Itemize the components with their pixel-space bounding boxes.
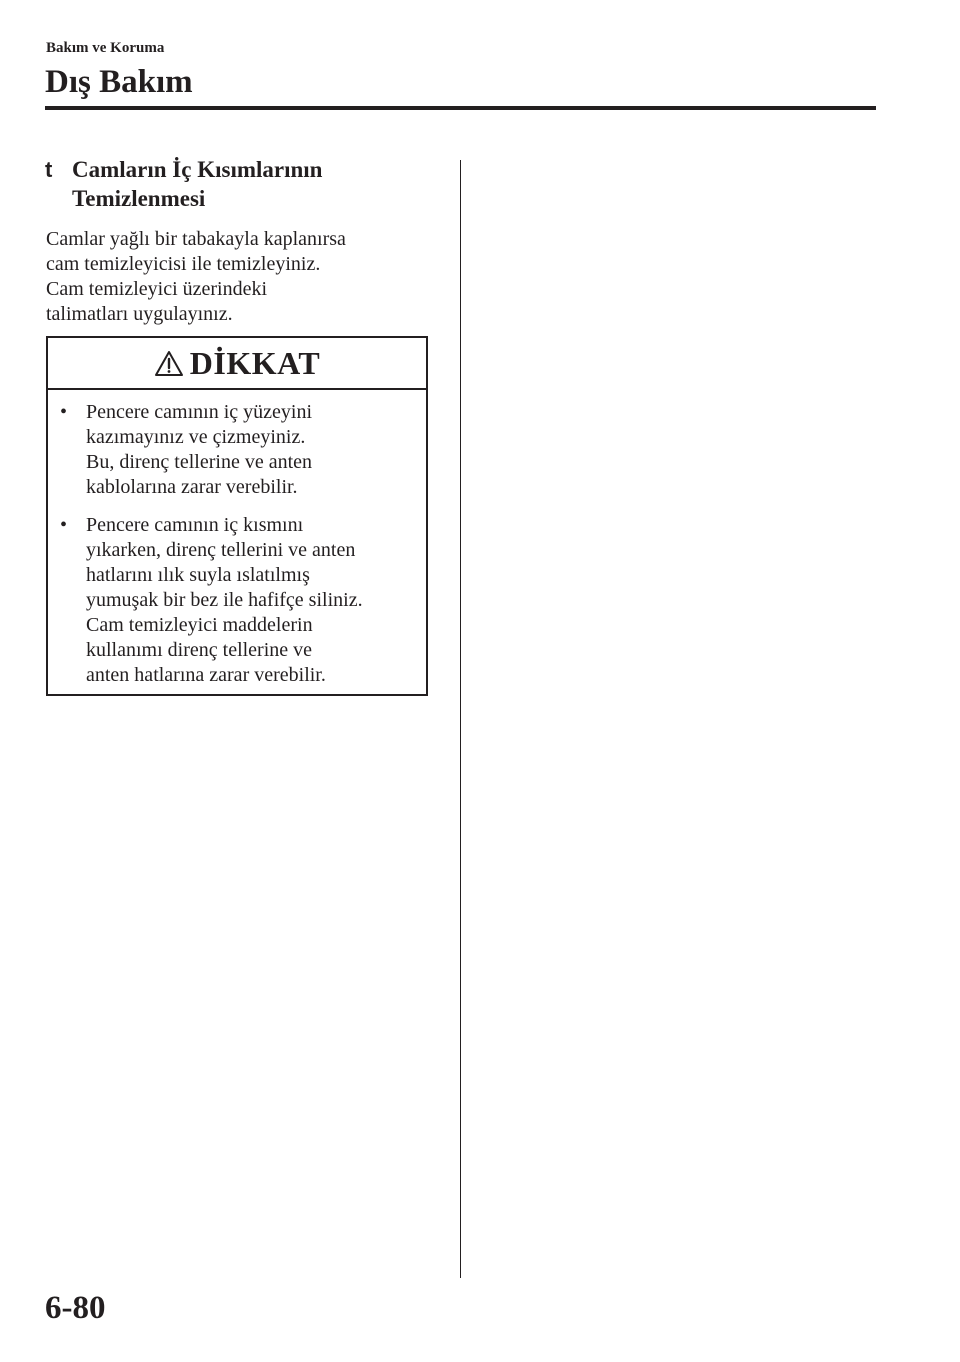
caution-line: kazımayınız ve çizmeyiniz. (86, 426, 306, 448)
caution-line: hatlarını ılık suyla ıslatılmış (86, 564, 310, 586)
caution-title: DİKKAT (189, 345, 321, 381)
body-line: Camlar yağlı bir tabakayla kaplanırsa (46, 228, 346, 250)
caution-line: anten hatlarına zarar verebilir. (86, 664, 326, 686)
bullet-icon: • (60, 401, 68, 423)
body-line: cam temizleyicisi ile temizleyiniz. (46, 253, 321, 275)
body-line: Cam temizleyici üzerindeki (46, 278, 268, 300)
heading-rule (45, 106, 876, 110)
warning-triangle-icon (154, 350, 184, 377)
caution-line: kullanımı direnç tellerine ve (86, 639, 313, 661)
caution-line: Pencere camının iç yüzeyini (86, 401, 313, 423)
caution-header (48, 338, 426, 390)
column-divider (460, 160, 461, 1278)
bullet-icon: • (60, 514, 68, 536)
section-title-line-1: Camların İç Kısımlarının (72, 157, 323, 182)
caution-line: Pencere camının iç kısmını (86, 514, 304, 536)
caution-item (48, 400, 426, 500)
page-number: 6-80 (45, 1290, 106, 1326)
caution-line: kablolarına zarar verebilir. (86, 476, 298, 498)
caution-item (48, 513, 426, 688)
caution-line: Cam temizleyici maddelerin (86, 614, 313, 636)
page-heading: Dış Bakım (45, 64, 193, 100)
caution-line: Bu, direnç tellerine ve anten (86, 451, 313, 473)
body-line: talimatları uygulayınız. (46, 303, 233, 325)
caution-line: yumuşak bir bez ile hafifçe siliniz. (86, 589, 363, 611)
running-header: Bakım ve Koruma (46, 40, 165, 56)
section-title-line-2: Temizlenmesi (72, 186, 206, 211)
caution-list (48, 390, 426, 688)
section-marker: t (45, 157, 53, 182)
caution-line: yıkarken, direnç tellerini ve anten (86, 539, 356, 561)
section-title (45, 155, 445, 213)
section-body (46, 227, 446, 327)
caution-box (46, 336, 428, 696)
